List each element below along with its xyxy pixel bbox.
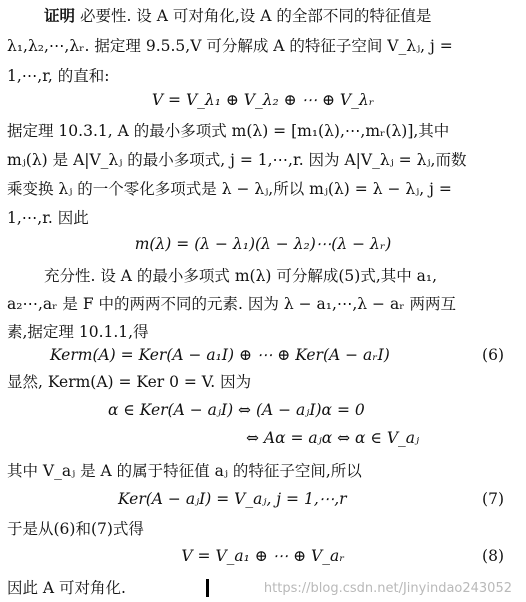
text-line-21: 因此 A 可对角化. — [7, 579, 126, 597]
watermark: https://blog.csdn.net/Jinyindao243052 — [263, 581, 512, 596]
text-line-3: 1,⋯,r, 的直和: — [7, 67, 110, 85]
equation-direct-sum: V = V_λ₁ ⊕ V_λ₂ ⊕ ⋯ ⊕ V_λᵣ — [151, 91, 375, 109]
equation-kernel-decomposition: Kerm(A) = Ker(A − a₁I) ⊕ ⋯ ⊕ Ker(A − aᵣI) — [50, 346, 390, 364]
text-cursor — [206, 579, 209, 597]
equation-number-7: (7) — [482, 490, 504, 508]
equation-number-8: (8) — [482, 547, 504, 565]
text-line-10: 充分性. 设 A 的最小多项式 m(λ) 可分解成(5)式,其中 a₁, — [44, 267, 438, 285]
equation-minimal-polynomial: m(λ) = (λ − λ₁)(λ − λ₂)⋯(λ − λᵣ) — [134, 235, 392, 253]
text-line-5: 据定理 10.3.1, A 的最小多项式 m(λ) = [m₁(λ),⋯,mᵣ(λ)],其中 — [7, 122, 450, 140]
equation-equivalence-1: α ∈ Ker(A − aⱼI) ⇔ (A − aⱼI)α = 0 — [108, 401, 365, 419]
equation-eigenspace: Ker(A − aⱼI) = V_aⱼ, j = 1,⋯,r — [118, 490, 347, 508]
text-line-6: mⱼ(λ) 是 A|V_λⱼ 的最小多项式, j = 1,⋯,r. 因为 A|V_λⱼ = λⱼ,而数 — [7, 151, 467, 169]
text-line-17: 其中 V_aⱼ 是 A 的属于特征值 aⱼ 的特征子空间,所以 — [7, 462, 362, 480]
equation-equivalence-2: ⇔ Aα = aⱼα ⇔ α ∈ V_aⱼ — [246, 429, 420, 447]
equation-number-6: (6) — [482, 346, 504, 364]
text-line-7: 乘变换 λⱼ 的一个零化多项式是 λ − λⱼ,所以 mⱼ(λ) = λ − λⱼ, j = — [7, 180, 452, 198]
equation-final-decomposition: V = V_a₁ ⊕ ⋯ ⊕ V_aᵣ — [181, 547, 345, 565]
proof-label: 证明 — [44, 7, 76, 25]
text-line-12: 素,据定理 10.1.1,得 — [7, 323, 149, 341]
text-line-11: a₂⋯,aᵣ 是 F 中的两两不同的元素. 因为 λ − a₁,⋯,λ − aᵣ 两两互 — [7, 295, 457, 313]
text-line-2: λ₁,λ₂,⋯,λᵣ. 据定理 9.5.5,V 可分解成 A 的特征子空间 V_λⱼ, j = — [7, 37, 453, 55]
text-line-19: 于是从(6)和(7)式得 — [7, 520, 144, 538]
text-line-14: 显然, Kerm(A) = Ker 0 = V. 因为 — [7, 373, 252, 391]
text-line-1: 证明 必要性. 设 A 可对角化,设 A 的全部不同的特征值是 — [44, 7, 432, 25]
text-line-8: 1,⋯,r. 因此 — [7, 209, 89, 227]
